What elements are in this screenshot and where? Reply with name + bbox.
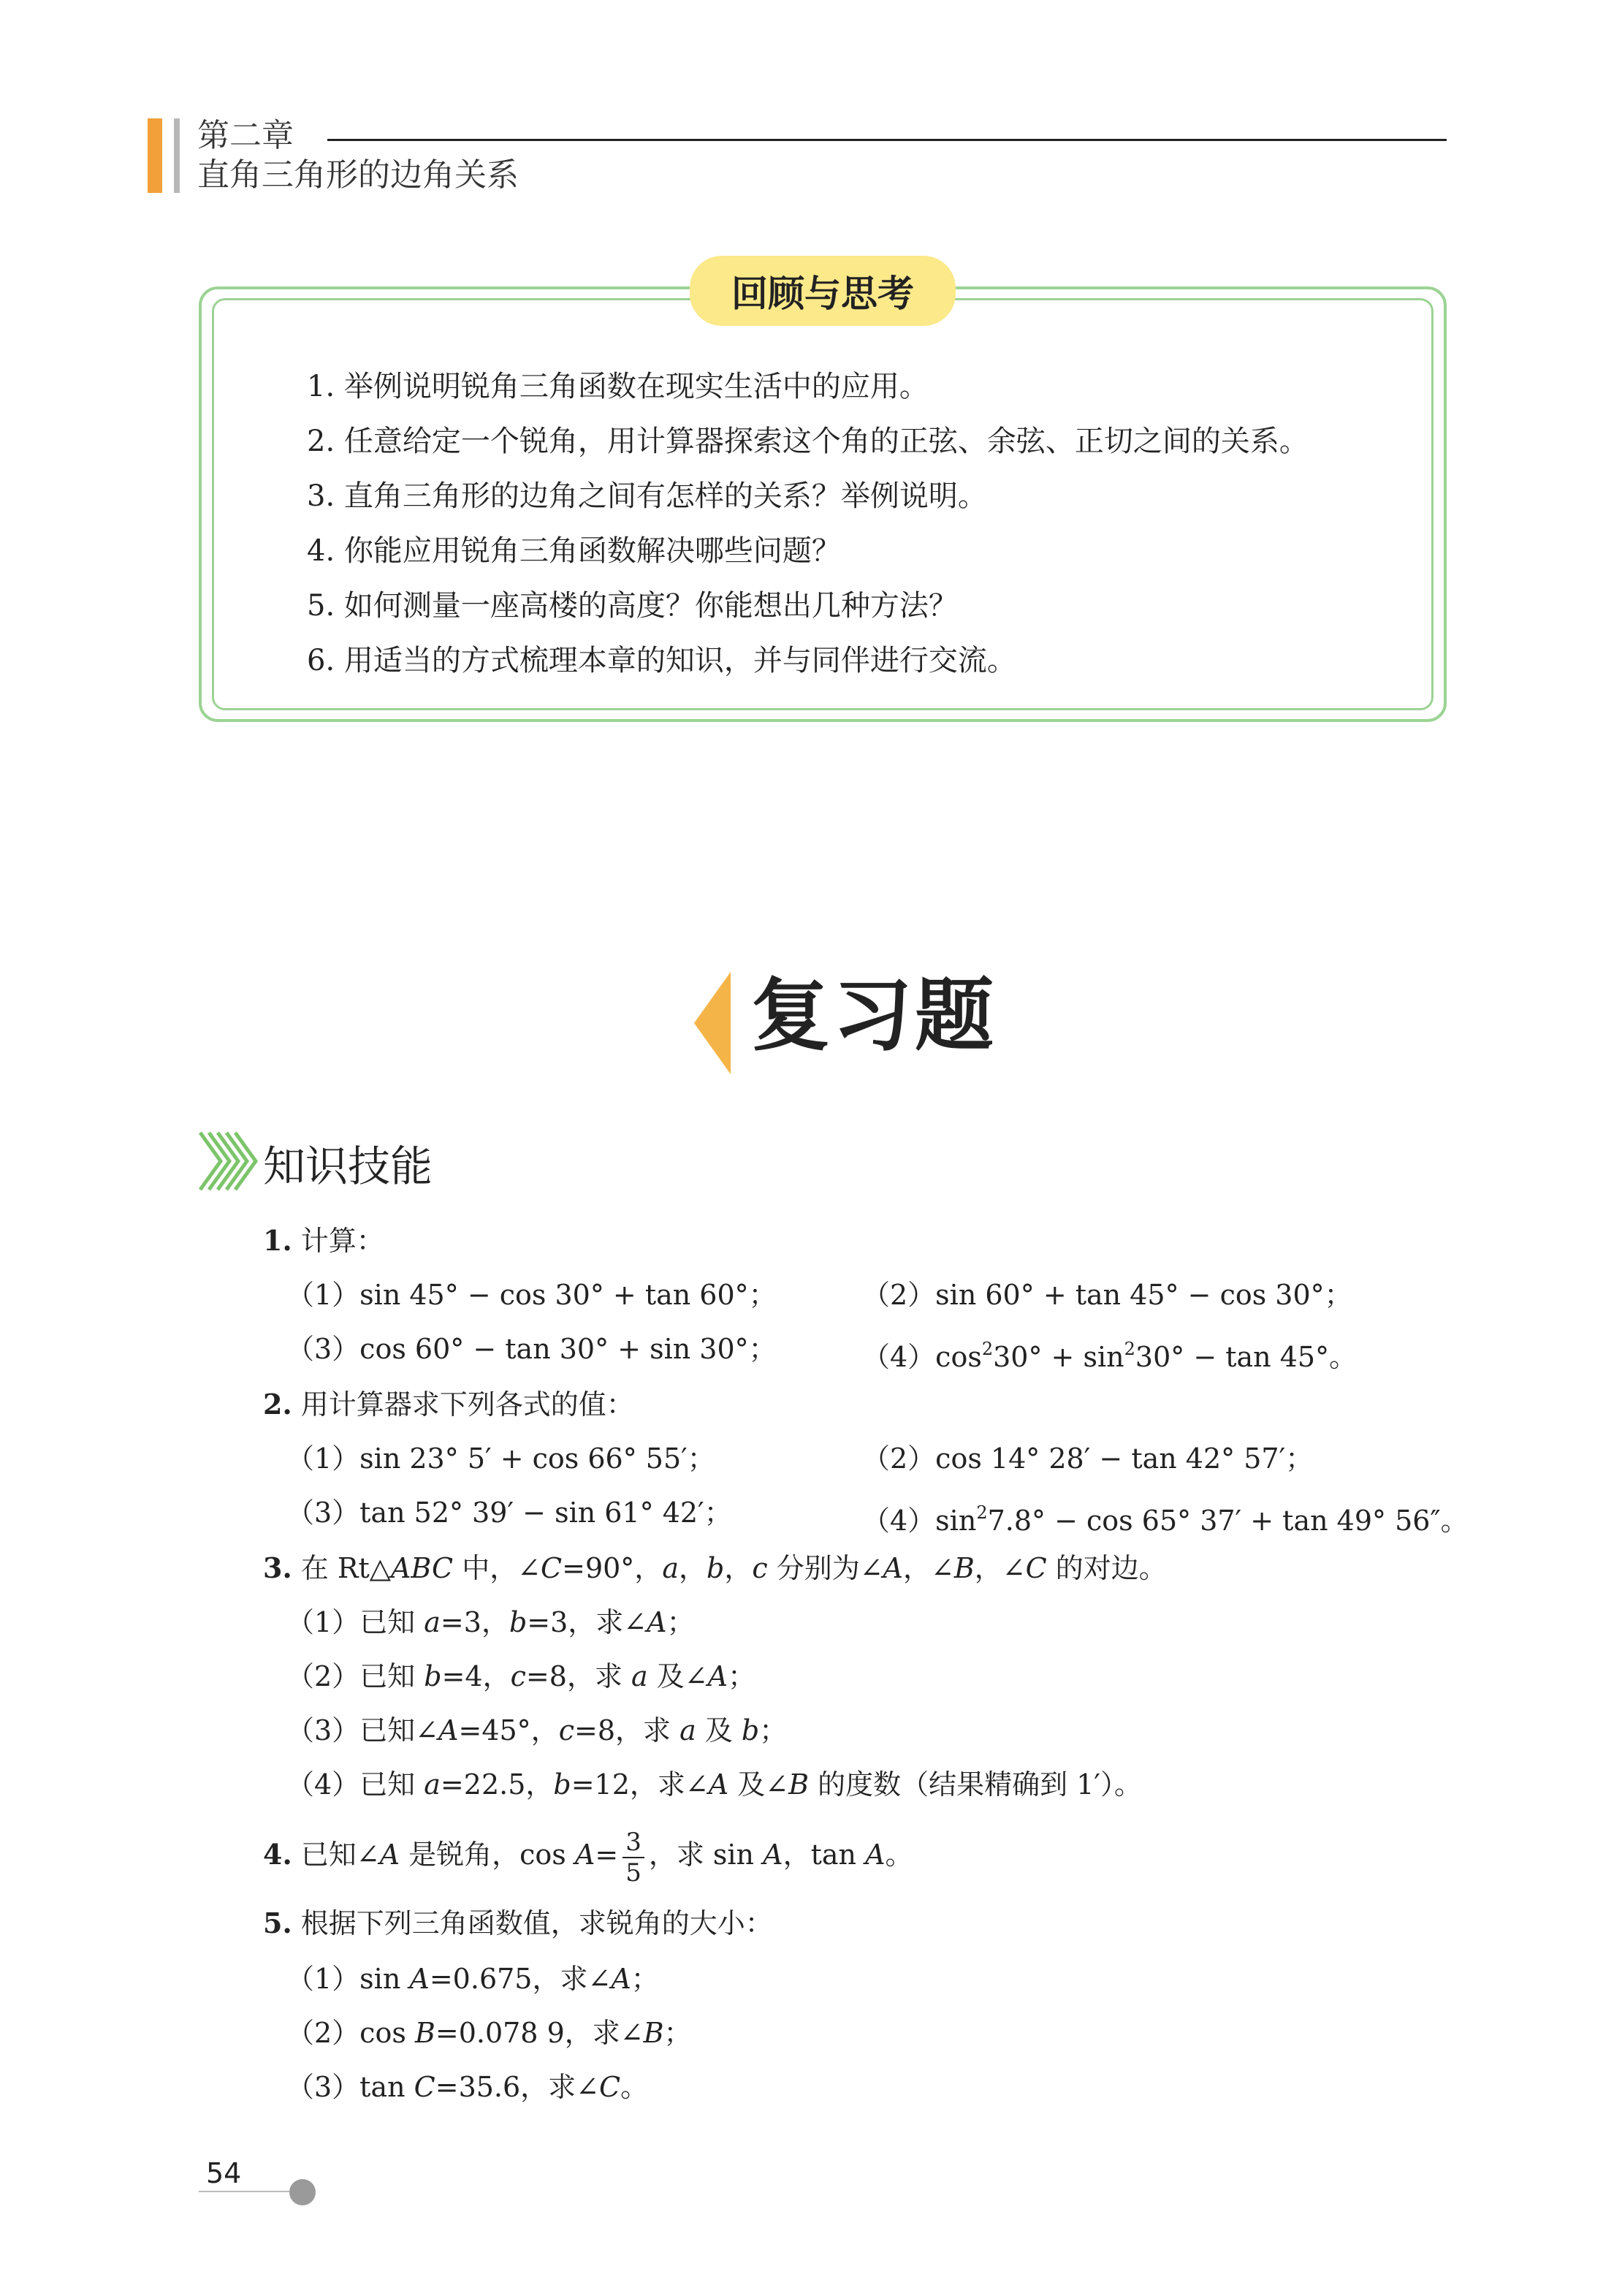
math-variable: b	[553, 1768, 571, 1801]
q3-part-3	[286, 1711, 787, 1749]
text-fragment: 及∠	[647, 1660, 708, 1692]
text-fragment: （1）sin	[286, 1963, 410, 1995]
text-fragment: （3）tan	[286, 2071, 414, 2103]
math-variable: B	[643, 2017, 664, 2049]
q5-part-1	[286, 1960, 659, 1998]
text-fragment: 的对边。	[1046, 1552, 1167, 1584]
text-fragment: ；	[666, 1606, 695, 1638]
superscript: 2	[1124, 1339, 1135, 1359]
question-5	[263, 1904, 773, 1942]
math-variable: A	[647, 1606, 667, 1638]
math-variable: b	[741, 1714, 760, 1746]
text-fragment: ，求 sin	[648, 1839, 764, 1871]
q2-part-2: （2）cos 14° 28′ − tan 42° 57′；	[862, 1442, 1314, 1475]
text-fragment: （4）已知	[286, 1768, 424, 1801]
math-variable: B	[414, 2017, 435, 2049]
chapter-accent-bar	[148, 118, 162, 193]
chevron-arrows-icon	[199, 1130, 260, 1193]
text-fragment: =8，求	[525, 1660, 632, 1692]
math-variable: A	[611, 1963, 631, 1995]
q1-part-1: （1）sin 45° − cos 30° + tan 60°；	[286, 1279, 777, 1311]
math-variable: A	[379, 1839, 400, 1871]
question-3	[263, 1549, 1167, 1587]
text-fragment: =0.675，求∠	[429, 1963, 612, 1995]
fraction-denominator: 5	[625, 1858, 641, 1888]
text-fragment: 分别为∠	[767, 1552, 883, 1584]
math-variable: C	[599, 2071, 621, 2103]
review-item-4: 4. 你能应用锐角三角函数解决哪些问题？	[307, 534, 841, 568]
page-number: 54	[206, 2157, 242, 2189]
fraction-numerator: 3	[622, 1828, 644, 1858]
text-fragment: =22.5，	[440, 1768, 554, 1801]
question-text: 根据下列三角函数值，求锐角的大小：	[300, 1907, 773, 1939]
math-variable: C	[1025, 1552, 1047, 1584]
text-fragment: ，∠	[903, 1552, 954, 1584]
superscript: 2	[976, 1502, 988, 1523]
chapter-accent-bar-gray	[174, 118, 180, 193]
review-badge: 回顾与思考	[690, 256, 956, 326]
question-number: 1.	[263, 1224, 292, 1257]
question-number: 5.	[263, 1907, 292, 1939]
math-variable: A	[574, 1839, 595, 1871]
math-variable: a	[662, 1552, 679, 1584]
text-fragment: ，	[678, 1552, 707, 1584]
text-fragment: （4）cos	[862, 1341, 982, 1373]
question-text: 计算：	[300, 1225, 384, 1257]
text-fragment: ；	[631, 1963, 659, 1995]
section-title-triangle-icon	[694, 972, 731, 1074]
question-2	[263, 1385, 634, 1423]
chapter-label: 第二章	[197, 117, 294, 154]
text-fragment: （1）已知	[286, 1606, 424, 1638]
sub-heading: 知识技能	[263, 1141, 433, 1191]
math-variable: A	[865, 1839, 886, 1871]
question-4	[263, 1820, 913, 1890]
text-fragment: ，	[724, 1552, 753, 1584]
review-question-list	[307, 360, 1417, 688]
footer-dot-icon	[289, 2179, 316, 2205]
math-variable: B	[788, 1768, 810, 1801]
text-fragment: 的度数（结果精确到 1′）。	[809, 1768, 1143, 1801]
math-variable: c	[558, 1714, 574, 1746]
text-fragment: （4）sin	[862, 1505, 977, 1537]
math-variable: c	[510, 1660, 526, 1692]
text-fragment: ；	[759, 1714, 788, 1746]
text-fragment: =35.6，求∠	[435, 2071, 600, 2103]
math-variable: A	[438, 1714, 459, 1746]
question-text: 用计算器求下列各式的值：	[300, 1388, 634, 1421]
question-number: 4.	[263, 1838, 292, 1871]
review-item-6: 6. 用适当的方式梳理本章的知识，并与同伴进行交流。	[307, 644, 1016, 677]
text-fragment: 是锐角，cos	[400, 1839, 575, 1871]
math-variable: a	[424, 1606, 441, 1638]
fraction	[622, 1828, 644, 1888]
text-fragment: =12，求∠	[571, 1768, 709, 1801]
text-fragment: 。	[620, 2071, 649, 2103]
math-variable: C	[541, 1552, 563, 1584]
text-fragment: ，∠	[974, 1552, 1026, 1584]
q3-part-4	[286, 1765, 1142, 1803]
text-fragment: 已知∠	[300, 1839, 380, 1871]
q2-part-3: （3）tan 52° 39′ − sin 61° 42′；	[286, 1497, 732, 1529]
math-variable: a	[424, 1768, 441, 1801]
text-fragment: =0.078 9，求∠	[435, 2017, 644, 2049]
text-fragment: 在 Rt△	[300, 1552, 391, 1584]
text-fragment: 及	[696, 1714, 742, 1746]
footer-rule	[199, 2191, 294, 2192]
q2-part-1: （1）sin 23° 5′ + cos 66° 55′；	[286, 1442, 715, 1475]
text-fragment: =45°，	[458, 1714, 559, 1746]
question-number: 3.	[263, 1551, 292, 1584]
math-variable: a	[679, 1714, 696, 1746]
text-fragment: 。	[885, 1839, 913, 1871]
math-variable: A	[409, 1963, 430, 1995]
header-rule	[327, 139, 1447, 141]
review-item-1: 1. 举例说明锐角三角函数在现实生活中的应用。	[307, 370, 929, 403]
text-fragment: （2）已知	[286, 1660, 424, 1692]
text-fragment: （3）已知∠	[286, 1714, 439, 1746]
text-fragment: =3，求∠	[527, 1606, 647, 1638]
text-fragment: =8，求	[574, 1714, 680, 1746]
math-variable: b	[424, 1660, 442, 1692]
text-fragment: =	[595, 1839, 619, 1871]
q3-part-2	[286, 1657, 755, 1695]
text-fragment: ；	[728, 1660, 756, 1692]
section-title: 复习题	[751, 970, 997, 1062]
text-fragment: =90°，	[562, 1552, 663, 1584]
text-fragment: =3，	[440, 1606, 509, 1638]
text-fragment: 30° − tan 45°。	[1135, 1341, 1358, 1373]
math-variable: c	[752, 1552, 768, 1584]
question-number: 2.	[263, 1388, 292, 1421]
q1-part-3: （3）cos 60° − tan 30° + sin 30°；	[286, 1333, 777, 1365]
math-variable: A	[763, 1839, 783, 1871]
text-fragment: ，tan	[783, 1839, 866, 1871]
math-variable: A	[883, 1552, 903, 1584]
math-variable: b	[509, 1606, 528, 1638]
q1-part-4	[862, 1330, 1357, 1376]
math-variable: b	[706, 1552, 725, 1584]
review-item-5: 5. 如何测量一座高楼的高度？你能想出几种方法？	[307, 589, 958, 623]
review-item-3: 3. 直角三角形的边角之间有怎样的关系？举例说明。	[307, 479, 987, 513]
text-fragment: =4，	[441, 1660, 511, 1692]
text-fragment: 中，∠	[453, 1552, 541, 1584]
q2-part-4	[862, 1494, 1469, 1540]
q3-part-1	[286, 1603, 695, 1641]
math-variable: C	[414, 2071, 435, 2103]
text-fragment: 30° + sin	[993, 1341, 1124, 1373]
text-fragment: （2）cos	[286, 2017, 415, 2049]
math-variable: B	[953, 1552, 975, 1584]
q1-part-2: （2）sin 60° + tan 45° − cos 30°；	[862, 1279, 1352, 1311]
text-fragment: 7.8° − cos 65° 37′ + tan 49° 56″。	[987, 1505, 1469, 1537]
q5-part-2	[286, 2014, 692, 2052]
math-variable: A	[708, 1768, 729, 1801]
math-variable: a	[631, 1660, 648, 1692]
question-1	[263, 1222, 384, 1260]
math-variable: ABC	[390, 1552, 454, 1584]
superscript: 2	[981, 1339, 994, 1359]
math-variable: A	[707, 1660, 728, 1692]
text-fragment: 及∠	[728, 1768, 789, 1801]
chapter-title: 直角三角形的边角关系	[197, 156, 519, 194]
review-item-2: 2. 任意给定一个锐角，用计算器探索这个角的正弦、余弦、正切之间的关系。	[307, 425, 1309, 458]
q5-part-3	[286, 2068, 648, 2106]
text-fragment: ；	[663, 2017, 692, 2049]
